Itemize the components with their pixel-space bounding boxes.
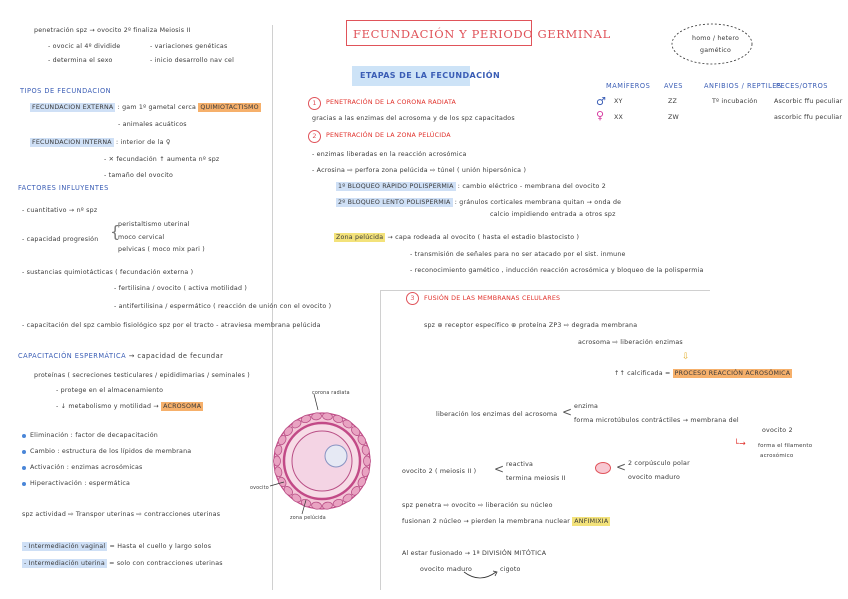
stage-2-heading: PENETRACIÓN DE LA ZONA PELÚCIDA — [326, 132, 451, 139]
oval-text-2: gamético — [700, 47, 731, 54]
male-icon: ♂ — [596, 95, 607, 108]
zp-row — [334, 235, 579, 241]
zona-pelucida-highlight: Zona pelúcida — [336, 234, 384, 241]
fusion-9b: cigoto — [500, 566, 521, 573]
factores-heading: FACTORES INFLUYENTES — [18, 184, 109, 192]
th-mamiferos: MAMÍFEROS — [606, 82, 651, 90]
angle-bracket-3: < — [616, 460, 627, 474]
fusion-7-row — [402, 519, 610, 525]
cap-s2a: - Intermediación vaginal — [24, 543, 106, 550]
bloqueo-lento-highlight: 2º BLOQUEO LENTO POLISPERMIA — [338, 199, 451, 206]
fusion-7a: fusionan 2 núcleo → pierden la membrana nuclear — [402, 518, 571, 525]
fusion-8: Al estar fusionado → 1ª DIVISIÓN MITÓTICA — [402, 550, 547, 557]
r1-c3: Tº incubación — [712, 98, 758, 105]
fusion-4c2: acrosómico — [760, 453, 794, 459]
factor-2c: pelvicas ( moco mix pari ) — [118, 246, 205, 253]
page-title: FECUNDACIÓN Y PERIODO GERMINAL — [353, 27, 611, 41]
corona-cell — [364, 456, 371, 466]
zp-b: - transmisión de señales para no ser atacado por el sist. inmune — [410, 251, 626, 258]
cap-c4: Hiperactivación : espermática — [30, 480, 131, 487]
cap-p1: proteínas ( secreciones testiculares / epididimarias / seminales ) — [34, 372, 250, 379]
down-arrow: ⇩ — [682, 352, 690, 362]
externa-row — [30, 105, 261, 111]
factor-4: - capacitación del spz cambio fisiológico spz por el tracto - atraviesa membrana pelúcida — [22, 322, 321, 329]
quimiotactismo-highlight: QUIMIOTACTISMO — [200, 104, 259, 111]
factor-2b: moco cervical — [118, 234, 165, 241]
penetration-a1: - ovocic al 4º dividide — [48, 43, 121, 50]
reaccion-acrosomica-highlight: PROCESO REACCIÓN ACROSÓMICA — [674, 370, 791, 377]
factor-3b: - antifertilisina / espermático ( reacción de unión con el ovocito ) — [114, 303, 332, 310]
fusion-4: liberación los enzimas del acrosoma — [436, 411, 558, 418]
cap-c1: Eliminación : factor de decapacitación — [30, 432, 158, 439]
stage-1-text: gracias a las enzimas del acrosoma y de los spz capacitados — [312, 115, 515, 122]
r2-c2: ZW — [668, 114, 679, 121]
fusion-3-row — [614, 371, 792, 377]
corner-arrow: └→ — [734, 439, 746, 448]
r1-c2: ZZ — [668, 98, 678, 105]
factor-3a: - fertilisina / ovocito ( activa motilidad ) — [114, 285, 248, 292]
zp-c: - reconocimiento gamético , inducción reacción acrosómica y bloqueo de la polispermia — [410, 267, 704, 274]
bloqueo-rapido-highlight: 1º BLOQUEO RÁPIDO POLISPERMIA — [338, 183, 454, 190]
r2-c4: ascorbic ffu peculiar — [774, 114, 843, 121]
cap-s2b: = Hasta el cuello y largo solos — [109, 543, 212, 550]
fusion-3-tail: calcificada = — [627, 370, 671, 377]
stage-2-d: : gránulos corticales membrana quitan → onda de — [454, 199, 622, 206]
label-zona: zona pelúcida — [290, 516, 326, 521]
bullet — [22, 434, 26, 438]
penetration-b2: - inicio desarrollo nav cel — [150, 57, 235, 64]
fusion-4a: enzima — [574, 403, 599, 410]
cap-p3-row — [56, 404, 203, 410]
fusion-9a: ovocito maduro — [420, 566, 473, 573]
factor-3: - sustancias quimiotácticas ( fecundación externa ) — [22, 269, 194, 276]
label-ovocito: ovocito — [250, 486, 269, 491]
cap-s1: spz actividad ⇨ Transpor uterinas ⇨ contracciones uterinas — [22, 511, 221, 518]
fusion-5: ovocito 2 ( meiosis II ) — [402, 468, 477, 475]
r2-c1: XX — [614, 114, 624, 121]
stage-1-heading: PENETRACIÓN DE LA CORONA RADIATA — [326, 99, 457, 106]
externa-sub: - animales acuáticos — [118, 121, 187, 128]
equals-badge — [595, 462, 611, 474]
stage-2-c: : cambio eléctrico - membrana del ovocito 2 — [457, 183, 606, 190]
r1-c4: Ascorbic ffu peculiar — [774, 98, 843, 105]
factor-2: - capacidad progresión — [22, 236, 99, 243]
anfimixia-highlight: ANFIMIXIA — [574, 518, 609, 525]
stage-2-circle: 2 — [308, 130, 321, 143]
stage-3-circle: 3 — [406, 292, 419, 305]
oval-text-1: homo / hetero — [692, 35, 740, 42]
penetration-a2: - variaciones genéticas — [150, 43, 228, 50]
th-peces: PECES/OTROS — [776, 82, 828, 90]
fusion-3: ↑↑ — [614, 370, 628, 377]
fusion-5d: ovocito maduro — [628, 474, 681, 481]
fusion-4b2: ovocito 2 — [762, 427, 793, 434]
cap-s3a: - Intermediación uterina — [24, 560, 105, 567]
factor-2a: peristaltismo uterinal — [118, 221, 190, 228]
stage-2-a: - enzimas liberadas en la reacción acrosómica — [312, 151, 467, 158]
fusion-2: acrosoma ⇨ liberación enzimas — [578, 339, 683, 346]
etapas-badge — [352, 66, 501, 86]
fusion-4c: forma el filamento — [758, 443, 813, 449]
etapas-title: ETAPAS DE LA FECUNDACIÓN — [360, 71, 501, 80]
stage-2-c-row — [336, 184, 606, 190]
oocyte-diagram — [262, 386, 382, 526]
tipos-heading: TIPOS DE FECUNDACION — [20, 87, 112, 95]
angle-bracket: < — [562, 405, 573, 419]
page-title-box — [346, 20, 611, 46]
cap-c3: Activación : enzimas acrosómicas — [30, 464, 143, 471]
stage-2-d-row — [336, 200, 621, 206]
fusion-4b: forma microtúbulos contráctiles → membrana del — [574, 417, 739, 424]
corona-cell — [274, 456, 281, 466]
zp-a: → capa rodeada al ovocito ( hasta el estadio blastocisto ) — [387, 234, 580, 241]
cap-c2: Cambio : estructura de los lípidos de membrana — [30, 448, 192, 455]
fusion-6: spz penetra ⇨ ovocito ⇨ liberación su núcleo — [402, 502, 553, 509]
angle-bracket-2: < — [494, 462, 505, 476]
capacitacion-row — [18, 353, 223, 360]
fusion-5b: termina meiosis II — [506, 475, 566, 482]
brace: { — [110, 222, 121, 241]
cap-s3-row — [22, 561, 223, 567]
th-aves: AVES — [664, 82, 683, 90]
th-anfibios: ANFIBIOS / REPTILES — [704, 82, 782, 90]
cap-p2: - protege en el almacenamiento — [56, 387, 164, 394]
interna-text: : interior de la ♀ — [115, 139, 171, 146]
bullet — [22, 482, 26, 486]
interna-sub2: - tamaño del ovocito — [104, 172, 174, 179]
section-divider — [380, 290, 710, 291]
interna-row — [30, 140, 171, 146]
bullet — [22, 450, 26, 454]
interna-label: FECUNDACION INTERNA — [32, 139, 112, 146]
capacitacion-heading-rest: → capacidad de fecundar — [128, 352, 224, 360]
cap-s2-row — [22, 544, 211, 550]
penetration-b1: - determina el sexo — [48, 57, 113, 64]
bullet — [22, 466, 26, 470]
cap-s3b: = solo con contracciones uterinas — [109, 560, 223, 567]
interna-sub1: - ✕ fecundación ↑ aumenta nº spz — [104, 156, 220, 163]
dotted-oval — [670, 22, 754, 66]
nucleus — [325, 445, 347, 467]
externa-label: FECUNDACION EXTERNA — [32, 104, 114, 111]
capacitacion-heading: CAPACITACIÓN ESPERMÁTICA — [18, 352, 127, 360]
stage-2-d2: calcio impidiendo entrada a otros spz — [490, 211, 616, 218]
curved-arrow — [462, 568, 502, 582]
fusion-1: spz ⊕ receptor específico ⊕ proteína ZP3 ⇨ degrada membrana — [424, 322, 638, 329]
stage-1-circle: 1 — [308, 97, 321, 110]
r1-c1: XY — [614, 98, 623, 105]
female-icon: ♀ — [596, 109, 605, 122]
fusion-5a: reactiva — [506, 461, 534, 468]
penetration-line: penetración spz → ovocito 2º finaliza Meiosis II — [34, 27, 191, 34]
factor-1: - cuantitativo → nº spz — [22, 207, 98, 214]
stage-2-b: - Acrosina ⇨ perfora zona pelúcida ⇨ túnel ( unión hipersónica ) — [312, 167, 527, 174]
fusion-5c: 2 corpúsculo polar — [628, 460, 690, 467]
stage-3-heading: FUSIÓN DE LAS MEMBRANAS CELULARES — [424, 295, 561, 302]
cap-p3: - ↓ metabolismo y motilidad → — [56, 403, 159, 410]
acrosoma-highlight: ACROSOMA — [163, 403, 202, 410]
externa-text: : gam 1º gametal cerca — [117, 104, 197, 111]
label-corona: corona radiata — [312, 391, 350, 396]
